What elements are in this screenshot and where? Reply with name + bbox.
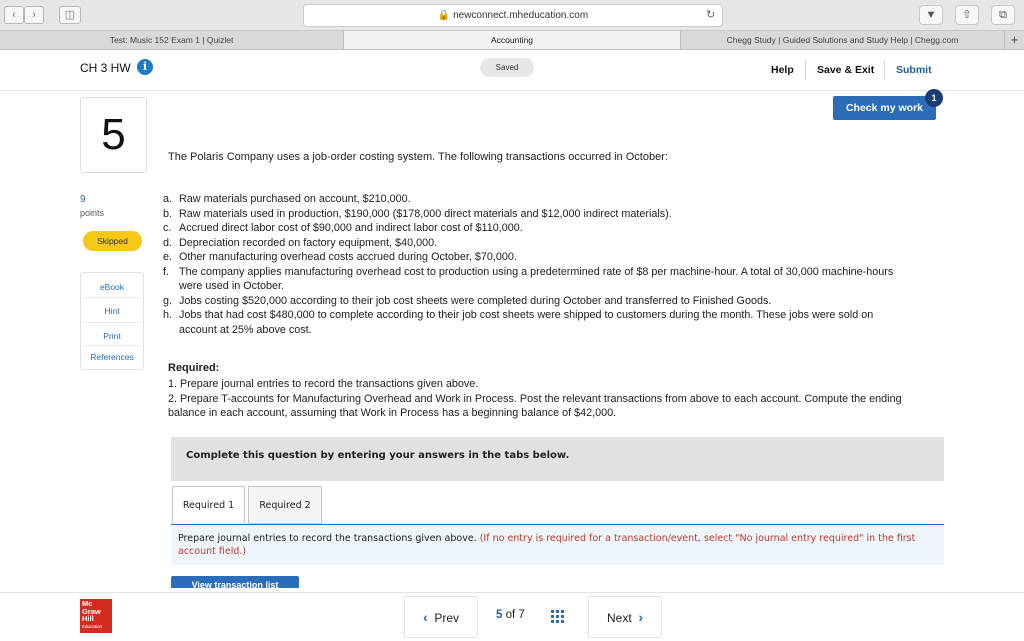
tab-required-2[interactable]: Required 2	[248, 486, 322, 524]
check-my-work-button[interactable]: Check my work	[833, 96, 936, 120]
item-letter: a.	[163, 193, 173, 205]
logo-line: Mc	[82, 599, 93, 608]
share-icon[interactable]: ⇧	[955, 5, 979, 25]
required-item-1: 1. Prepare journal entries to record the transactions given above.	[168, 378, 479, 390]
new-tab-button[interactable]: +	[1010, 32, 1019, 47]
required-list	[168, 377, 928, 421]
item-letter: g.	[163, 294, 173, 307]
divider	[84, 297, 140, 298]
item-letter: c.	[163, 222, 172, 234]
item-letter: h.	[163, 309, 173, 321]
view-transaction-list-button[interactable]: View transaction list	[171, 576, 299, 588]
info-icon[interactable]: i	[137, 59, 153, 75]
download-icon[interactable]: ▼	[919, 5, 943, 25]
skipped-status-badge: Skipped	[83, 231, 142, 251]
transaction-list	[163, 192, 908, 337]
item-text: Jobs that had cost $480,000 to complete according to their job cost sheets were shipped to customers during the month. These jobs were sold on account at 25% above cost.	[179, 309, 874, 336]
divider	[805, 60, 806, 80]
transaction-item	[163, 207, 908, 222]
item-text: Raw materials used in production, $190,000 ($178,000 direct materials and $12,000 indirect materials).	[179, 207, 672, 220]
prev-label: Prev	[434, 611, 460, 625]
divider	[884, 60, 885, 80]
sidebar-icon[interactable]: ◫	[59, 6, 81, 24]
points-value: 9	[80, 194, 86, 205]
chevron-right-icon: ›	[638, 609, 644, 625]
logo-line: Education	[82, 623, 103, 629]
current-page: 5	[496, 609, 503, 621]
instructions-banner-text: Complete this question by entering your answers in the tabs below.	[186, 450, 570, 461]
back-icon[interactable]: ‹	[4, 6, 24, 24]
item-text: Accrued direct labor cost of $90,000 and indirect labor cost of $110,000.	[179, 222, 523, 234]
ebook-link[interactable]: eBook	[99, 282, 125, 292]
browser-tab-accounting[interactable]: Accounting	[344, 31, 681, 49]
transaction-item	[163, 265, 908, 294]
print-link[interactable]: Print	[103, 331, 121, 341]
item-letter: b.	[163, 207, 173, 220]
total-pages: 7	[518, 609, 525, 621]
chevron-left-icon: ‹	[422, 609, 428, 625]
browser-tab-chegg[interactable]: Chegg Study | Guided Solutions and Study Help | Chegg.com	[681, 31, 1005, 49]
divider	[84, 345, 140, 346]
transaction-item	[163, 308, 908, 337]
transaction-item	[163, 192, 908, 207]
required-item-2: 2. Prepare T-accounts for Manufacturing Overhead and Work in Process. Post the relevant transactions from above to each account. Compute the ending balance in each account, assuming that Work in Process has a beginning balance of $42,000.	[168, 392, 902, 419]
of-label: of	[505, 609, 516, 621]
save-exit-link[interactable]: Save & Exit	[817, 64, 875, 76]
logo-line: Graw	[82, 606, 101, 616]
saved-status-badge: Saved	[480, 58, 534, 77]
tab-instructions	[178, 532, 940, 558]
assignment-title: CH 3 HW	[80, 61, 131, 75]
tabs-overview-icon[interactable]: ⧉	[991, 5, 1015, 25]
lock-icon: 🔒	[437, 10, 451, 21]
help-link[interactable]: Help	[771, 64, 794, 76]
transaction-item	[163, 221, 908, 236]
item-letter: f.	[163, 265, 169, 278]
hint-link[interactable]: Hint	[104, 306, 120, 316]
instruction-note: (If no entry is required for a transaction/event, select "No journal entry required" in the first account field.)	[178, 533, 916, 557]
transaction-item	[163, 294, 908, 309]
item-letter: e.	[163, 251, 173, 263]
question-number: 5	[80, 97, 147, 173]
references-link[interactable]: References	[90, 352, 134, 362]
submit-link[interactable]: Submit	[896, 64, 932, 76]
page-indicator	[496, 609, 525, 621]
transaction-item	[163, 250, 908, 265]
browser-tab-quizlet[interactable]: Test: Music 152 Exam 1 | Quizlet	[0, 31, 344, 49]
tab-required-1[interactable]: Required 1	[172, 486, 245, 524]
prev-button[interactable]	[404, 596, 478, 638]
item-text: The company applies manufacturing overhead cost to production using a predetermined rate of $8 per machine-hour. A total of 30,000 machine-hours were used in October.	[179, 265, 894, 292]
url-text: newconnect.mheducation.com	[453, 10, 589, 21]
item-text: Other manufacturing overhead costs accrued during October, $70,000.	[179, 251, 517, 263]
question-grid-icon[interactable]	[551, 610, 564, 623]
reload-icon[interactable]: ↻	[706, 9, 716, 21]
next-label: Next	[606, 611, 632, 625]
divider	[84, 322, 140, 323]
item-letter: d.	[163, 236, 173, 249]
points-label: points	[80, 208, 105, 218]
item-text: Jobs costing $520,000 according to their job cost sheets were completed during October and transferred to Finished Goods.	[179, 294, 772, 307]
mcgraw-hill-logo	[80, 599, 112, 633]
address-bar[interactable]	[303, 4, 723, 27]
required-heading: Required:	[168, 362, 220, 374]
check-count-badge: 1	[925, 89, 943, 107]
forward-icon[interactable]: ›	[24, 6, 44, 24]
instruction-text: Prepare journal entries to record the transactions given above.	[178, 533, 477, 544]
item-text: Raw materials purchased on account, $210,000.	[179, 193, 411, 205]
logo-line: Hill	[82, 614, 94, 624]
next-button[interactable]	[588, 596, 662, 638]
item-text: Depreciation recorded on factory equipment, $40,000.	[179, 236, 438, 249]
transaction-item	[163, 236, 908, 251]
problem-intro: The Polaris Company uses a job-order costing system. The following transactions occurred in October:	[168, 151, 668, 163]
